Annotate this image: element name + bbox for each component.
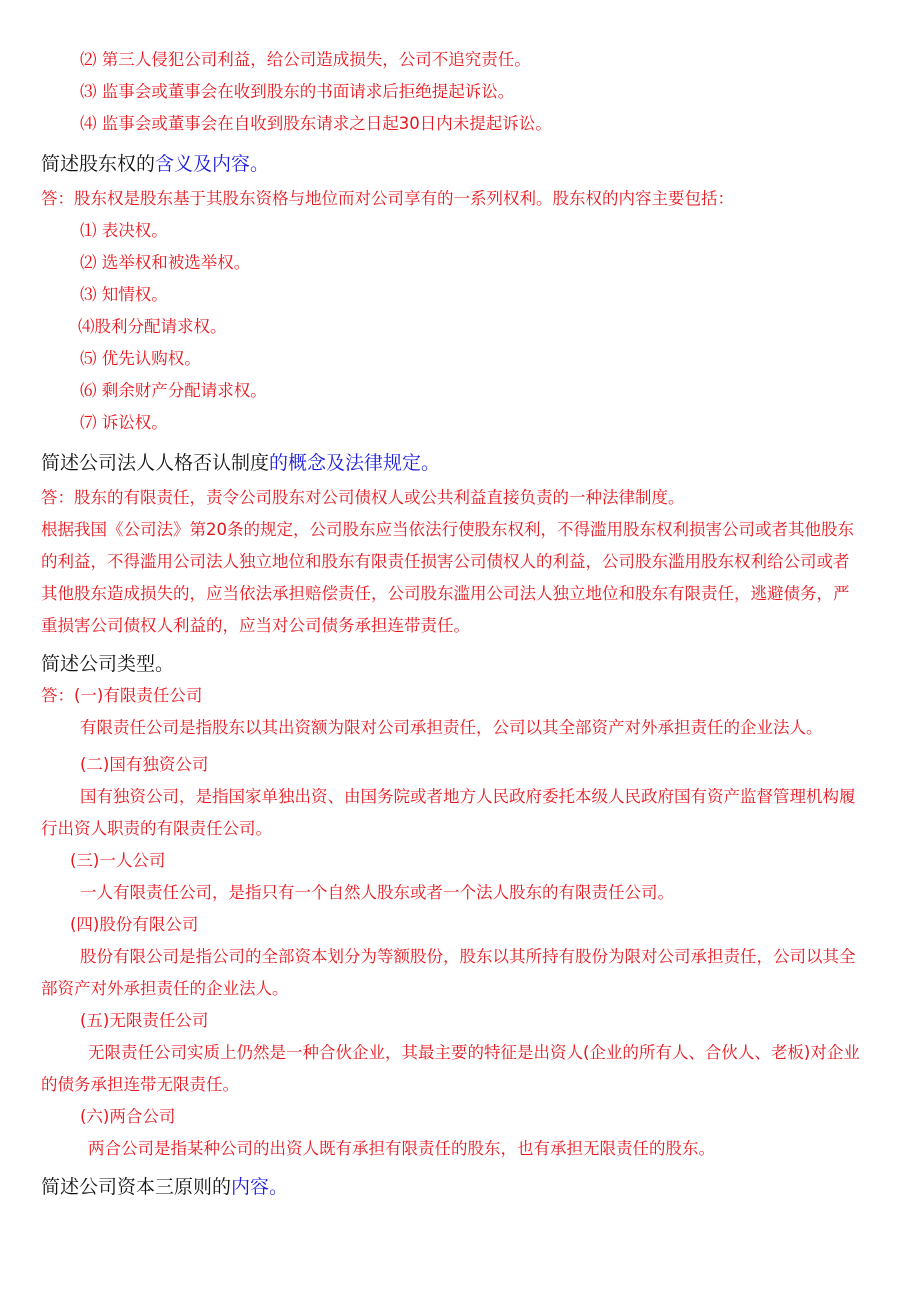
answer-intro: 答：股东权是股东基于其股东资格与地位而对公司享有的一系列权利。股东权的内容主要包括： [41,189,734,208]
list-item: ⑺ 诉讼权。 [80,413,168,432]
subheading: (四)股份有限公司 [70,915,199,934]
list-item: ⑷股利分配请求权。 [78,317,227,336]
answer-intro: 答：(一)有限责任公司 [41,686,203,705]
list-item: ⑵ 第三人侵犯公司利益，给公司造成损失，公司不追究责任。 [80,50,531,69]
list-item: ⑹ 剩余财产分配请求权。 [80,381,267,400]
question-heading [41,655,174,674]
question-highlight: 内容。 [231,1176,289,1198]
paragraph-line: 的利益，不得滥用公司法人独立地位和股东有限责任损害公司债权人的利益，公司股东滥用股东权利给公司或者 [41,552,850,571]
list-item: ⑴ 表决权。 [80,221,168,240]
paragraph-line: 根据我国《公司法》第20条的规定，公司股东应当依法行使股东权利，不得滥用股东权利损害公司或者其他股东 [41,520,854,539]
list-item: ⑶ 监事会或董事会在收到股东的书面请求后拒绝提起诉讼。 [80,82,515,101]
paragraph-line: 股份有限公司是指公司的全部资本划分为等额股份，股东以其所持有股份为限对公司承担责任，公司以其全 [80,947,856,966]
question-text: 简述公司类型。 [41,653,175,675]
list-item: ⑶ 知情权。 [80,285,168,304]
paragraph-line: 行出资人职责的有限责任公司。 [41,819,272,838]
subheading: (六)两合公司 [80,1107,176,1126]
paragraph-line: 有限责任公司是指股东以其出资额为限对公司承担责任，公司以其全部资产对外承担责任的企业法人。 [80,718,823,737]
answer-intro: 答：股东的有限责任，责令公司股东对公司债权人或公共利益直接负责的一种法律制度。 [41,488,685,507]
subheading: (二)国有独资公司 [80,755,209,774]
list-item: ⑵ 选举权和被选举权。 [80,253,251,272]
question-text: 简述公司法人人格否认制度 [41,452,270,474]
paragraph-line: 无限责任公司实质上仍然是一种合伙企业，其最主要的特征是出资人(企业的所有人、合伙人、老板)对企业 [88,1043,860,1062]
question-text: 简述公司资本三原则的 [41,1176,232,1198]
question-heading [41,155,269,174]
question-heading [41,454,440,473]
paragraph-line: 部资产对外承担责任的企业法人。 [41,979,289,998]
paragraph-line: 其他股东造成损失的，应当依法承担赔偿责任，公司股东滥用公司法人独立地位和股东有限责任，逃避债务，严 [41,584,850,603]
question-text: 简述股东权的 [41,153,156,175]
subheading: (五)无限责任公司 [80,1011,209,1030]
question-highlight: 含义及内容。 [155,153,270,175]
question-heading [41,1178,288,1197]
paragraph-line: 一人有限责任公司，是指只有一个自然人股东或者一个法人股东的有限责任公司。 [80,883,674,902]
paragraph-line: 重损害公司债权人利益的，应当对公司债务承担连带责任。 [41,616,470,635]
question-highlight: 的概念及法律规定。 [269,452,441,474]
paragraph-line: 两合公司是指某种公司的出资人既有承担有限责任的股东，也有承担无限责任的股东。 [88,1139,715,1158]
subheading: (三)一人公司 [70,851,166,870]
paragraph-line: 国有独资公司，是指国家单独出资、由国务院或者地方人民政府委托本级人民政府国有资产监督管理机构履 [80,787,856,806]
list-item: ⑷ 监事会或董事会在自收到股东请求之日起30日内未提起诉讼。 [80,114,552,133]
list-item: ⑸ 优先认购权。 [80,349,201,368]
paragraph-line: 的债务承担连带无限责任。 [41,1075,239,1094]
